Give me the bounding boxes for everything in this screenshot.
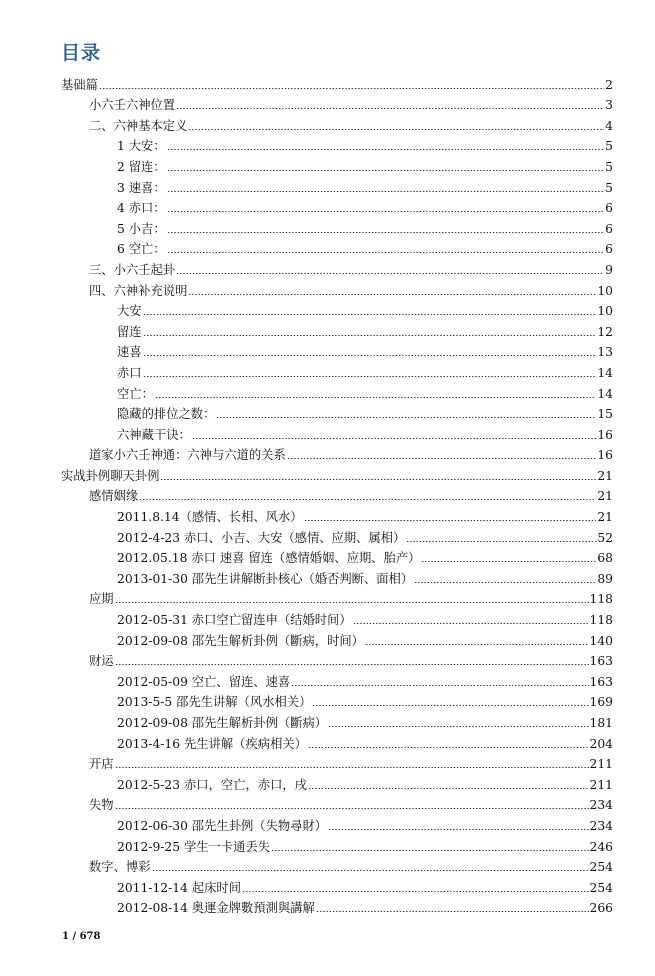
toc-list	[0, 72, 655, 916]
toc-entry[interactable]	[0, 216, 655, 237]
toc-entry-page-number[interactable]: 6	[605, 221, 613, 236]
toc-entry[interactable]	[0, 587, 655, 608]
toc-entry-page-number[interactable]: 5	[605, 159, 613, 174]
toc-entry[interactable]	[0, 834, 655, 855]
toc-entry-text[interactable]: 2013-4-16 先生讲解（疾病相关）	[117, 736, 307, 751]
toc-entry[interactable]	[0, 525, 655, 546]
dot-leader	[365, 643, 589, 646]
toc-entry[interactable]	[0, 710, 655, 731]
toc-entry-page-number[interactable]: 140	[589, 633, 613, 648]
toc-entry-page-number[interactable]: 169	[589, 695, 613, 710]
dot-leader	[192, 437, 597, 440]
toc-entry-page-number[interactable]: 13	[597, 345, 613, 360]
dot-leader	[328, 725, 588, 728]
toc-entry-page-number[interactable]: 204	[589, 736, 613, 751]
toc-entry-page-number[interactable]: 266	[589, 901, 613, 916]
dot-leader	[308, 746, 589, 749]
toc-entry-page-number[interactable]: 10	[597, 304, 613, 319]
dot-leader	[167, 190, 605, 193]
toc-entry-text[interactable]: 2012.05.18 赤口 速喜 留连（感情婚姻、应期、胎产）	[117, 551, 421, 566]
toc-entry-text[interactable]: 2012-09-08 邵先生解析卦例（斷病）	[117, 716, 328, 730]
dot-leader	[287, 457, 597, 460]
toc-entry-text[interactable]: 2012-4-23 赤口、小吉、大安（感情、应期、属相）	[117, 530, 406, 545]
toc-entry-text[interactable]: 四、六神补充说明	[89, 283, 188, 298]
toc-entry[interactable]	[0, 772, 655, 793]
toc-entry-text[interactable]: 2012-9-25 学生一卡通丢失	[117, 839, 271, 854]
toc-entry-page-number[interactable]: 234	[589, 818, 613, 833]
toc-entry-page-number[interactable]: 163	[589, 674, 613, 689]
toc-entry-page-number[interactable]: 89	[597, 571, 613, 586]
dot-leader	[316, 910, 589, 913]
toc-entry-text[interactable]: 数字、博彩	[89, 860, 151, 875]
toc-entry-page-number[interactable]: 211	[589, 757, 613, 772]
dot-leader	[216, 416, 596, 419]
toc-entry-text[interactable]: 2011-12-14 起床时间	[117, 880, 241, 895]
dot-leader	[271, 849, 588, 852]
toc-entry-page-number[interactable]: 5	[605, 139, 613, 154]
toc-entry[interactable]	[0, 607, 655, 628]
toc-entry[interactable]	[0, 669, 655, 690]
toc-entry[interactable]	[0, 319, 655, 340]
toc-entry-text[interactable]: 2012-09-08 邵先生解析卦例（斷病，时间）	[117, 633, 364, 648]
toc-entry-page-number[interactable]: 181	[589, 716, 613, 730]
toc-entry-page-number[interactable]: 5	[605, 180, 613, 195]
dot-leader	[291, 684, 588, 687]
dot-leader	[139, 498, 596, 501]
toc-entry[interactable]	[0, 72, 655, 93]
toc-entry-page-number[interactable]: 21	[597, 510, 613, 525]
toc-entry-text[interactable]: 失物	[89, 798, 114, 813]
toc-entry-page-number[interactable]: 9	[605, 262, 613, 277]
toc-entry[interactable]	[0, 813, 655, 834]
toc-entry-text[interactable]: 2012-06-30 邵先生卦例（失物尋財）	[117, 818, 328, 833]
dot-leader	[188, 128, 604, 131]
toc-entry-text[interactable]: 2013-01-30 邵先生讲解断卦核心（婚否判断、面相）	[117, 571, 414, 586]
toc-entry[interactable]	[0, 113, 655, 134]
toc-entry[interactable]	[0, 340, 655, 361]
dot-leader	[353, 622, 589, 625]
toc-entry-page-number[interactable]: 10	[597, 283, 613, 298]
dot-leader	[155, 396, 596, 399]
toc-entry[interactable]	[0, 484, 655, 505]
toc-entry[interactable]	[0, 504, 655, 525]
dot-leader	[308, 787, 589, 790]
dot-leader	[143, 334, 597, 337]
toc-entry-page-number[interactable]: 68	[597, 551, 613, 566]
dot-leader	[152, 869, 589, 872]
toc-entry-text[interactable]: 2012-08-14 奥運金牌數預測與講解	[117, 901, 315, 916]
toc-entry-text[interactable]: 4 赤口：	[117, 201, 166, 216]
toc-entry[interactable]	[0, 546, 655, 567]
toc-entry-page-number[interactable]: 21	[597, 489, 613, 504]
dot-leader	[143, 375, 597, 378]
dot-leader	[167, 169, 605, 172]
dot-leader	[421, 560, 596, 563]
toc-entry-page-number[interactable]: 16	[597, 448, 613, 463]
toc-entry-page-number[interactable]: 3	[605, 98, 613, 113]
toc-entry[interactable]	[0, 154, 655, 175]
toc-entry-page-number[interactable]: 246	[589, 839, 613, 854]
toc-entry-page-number[interactable]: 6	[605, 242, 613, 257]
toc-entry-text[interactable]: 2011.8.14（感情、长相、风水）	[117, 510, 303, 525]
toc-title: 目录	[61, 42, 102, 64]
toc-entry-page-number[interactable]: 254	[589, 880, 613, 895]
toc-entry-text[interactable]: 5 小吉：	[117, 221, 166, 236]
toc-entry-text[interactable]: 留连	[117, 324, 142, 339]
toc-entry-page-number[interactable]: 21	[597, 468, 613, 483]
dot-leader	[167, 251, 605, 254]
toc-entry[interactable]	[0, 134, 655, 155]
toc-entry-text[interactable]: 实战卦例聊天卦例	[61, 468, 160, 483]
toc-entry-text[interactable]: 1 大安：	[117, 139, 166, 154]
toc-entry[interactable]	[0, 628, 655, 649]
dot-leader	[167, 231, 605, 234]
toc-entry-text[interactable]: 6 空亡：	[117, 242, 166, 257]
toc-entry[interactable]	[0, 855, 655, 876]
dot-leader	[115, 766, 589, 769]
toc-entry[interactable]	[0, 896, 655, 917]
dot-leader	[176, 272, 604, 275]
toc-entry-page-number[interactable]: 16	[597, 427, 613, 442]
toc-entry[interactable]	[0, 257, 655, 278]
toc-entry[interactable]	[0, 422, 655, 443]
toc-entry-text[interactable]: 2013-5-5 邵先生讲解（风水相关）	[117, 695, 312, 710]
toc-entry[interactable]	[0, 175, 655, 196]
toc-entry[interactable]	[0, 463, 655, 484]
toc-entry[interactable]	[0, 402, 655, 423]
toc-entry-text[interactable]: 2 留连：	[117, 159, 166, 174]
toc-entry[interactable]	[0, 196, 655, 217]
toc-entry-page-number[interactable]: 12	[597, 324, 613, 339]
toc-entry[interactable]	[0, 360, 655, 381]
dot-leader	[242, 890, 589, 893]
toc-entry-page-number[interactable]: 2	[605, 77, 613, 92]
toc-entry-text[interactable]: 基础篇	[61, 77, 98, 92]
toc-entry-page-number[interactable]: 15	[597, 407, 613, 422]
dot-leader	[167, 148, 605, 151]
dot-leader	[188, 293, 596, 296]
toc-entry[interactable]	[0, 443, 655, 464]
toc-entry-page-number[interactable]: 52	[597, 530, 613, 545]
toc-entry[interactable]	[0, 649, 655, 670]
toc-entry-text[interactable]: 感情姻缘	[89, 489, 139, 504]
toc-entry[interactable]	[0, 381, 655, 402]
toc-entry-page-number[interactable]: 234	[589, 798, 613, 813]
toc-entry-text[interactable]: 二、六神基本定义	[89, 118, 188, 133]
page-counter: 1 / 678	[62, 931, 101, 942]
toc-entry-text[interactable]: 六神藏干诀：	[117, 427, 191, 442]
toc-entry-text[interactable]: 大安	[117, 304, 142, 319]
toc-entry-page-number[interactable]: 6	[605, 201, 613, 216]
toc-entry[interactable]	[0, 731, 655, 752]
toc-entry-text[interactable]: 开店	[89, 757, 114, 772]
toc-entry-text[interactable]: 空亡：	[117, 386, 154, 401]
toc-entry[interactable]	[0, 237, 655, 258]
toc-entry-page-number[interactable]: 118	[589, 592, 613, 607]
toc-entry-page-number[interactable]: 163	[589, 654, 613, 669]
toc-entry[interactable]	[0, 566, 655, 587]
dot-leader	[143, 313, 597, 316]
toc-entry-text[interactable]: 2012-5-23 赤口，空亡，赤口，戌	[117, 777, 307, 792]
toc-entry-text[interactable]: 三、小六壬起卦	[89, 262, 176, 277]
toc-entry[interactable]	[0, 93, 655, 114]
toc-entry-page-number[interactable]: 14	[597, 365, 613, 380]
toc-entry-page-number[interactable]: 4	[605, 118, 613, 133]
toc-entry-text[interactable]: 速喜	[117, 345, 142, 360]
dot-leader	[115, 807, 589, 810]
toc-entry-text[interactable]: 2012-05-09 空亡、留连、速喜	[117, 674, 291, 689]
dot-leader	[406, 540, 596, 543]
toc-entry-page-number[interactable]: 118	[589, 613, 613, 628]
toc-entry-text[interactable]: 隐藏的排位之数：	[117, 407, 216, 422]
toc-entry-text[interactable]: 财运	[89, 654, 114, 669]
dot-leader	[304, 519, 597, 522]
dot-leader	[328, 828, 588, 831]
dot-leader	[414, 581, 596, 584]
toc-entry[interactable]	[0, 793, 655, 814]
toc-entry[interactable]	[0, 875, 655, 896]
dot-leader	[99, 87, 604, 90]
dot-leader	[312, 704, 588, 707]
toc-entry-text[interactable]: 道家小六壬神通：六神与六道的关系	[89, 448, 286, 463]
toc-entry-page-number[interactable]: 254	[589, 860, 613, 875]
dot-leader	[176, 107, 604, 110]
toc-entry[interactable]	[0, 278, 655, 299]
toc-entry-page-number[interactable]: 14	[597, 386, 613, 401]
toc-entry-text[interactable]: 2012-05-31 赤口空亡留连申（结婚时间）	[117, 613, 352, 628]
toc-entry-text[interactable]: 3 速喜：	[117, 180, 166, 195]
dot-leader	[115, 663, 589, 666]
toc-entry-text[interactable]: 赤口	[117, 365, 142, 380]
toc-entry-text[interactable]: 应期	[89, 592, 114, 607]
dot-leader	[160, 478, 596, 481]
toc-entry[interactable]	[0, 690, 655, 711]
toc-entry-page-number[interactable]: 211	[589, 777, 613, 792]
dot-leader	[143, 354, 597, 357]
dot-leader	[167, 210, 605, 213]
toc-entry-text[interactable]: 小六壬六神位置	[89, 98, 176, 113]
dot-leader	[115, 601, 589, 604]
toc-entry[interactable]	[0, 752, 655, 773]
toc-entry[interactable]	[0, 299, 655, 320]
